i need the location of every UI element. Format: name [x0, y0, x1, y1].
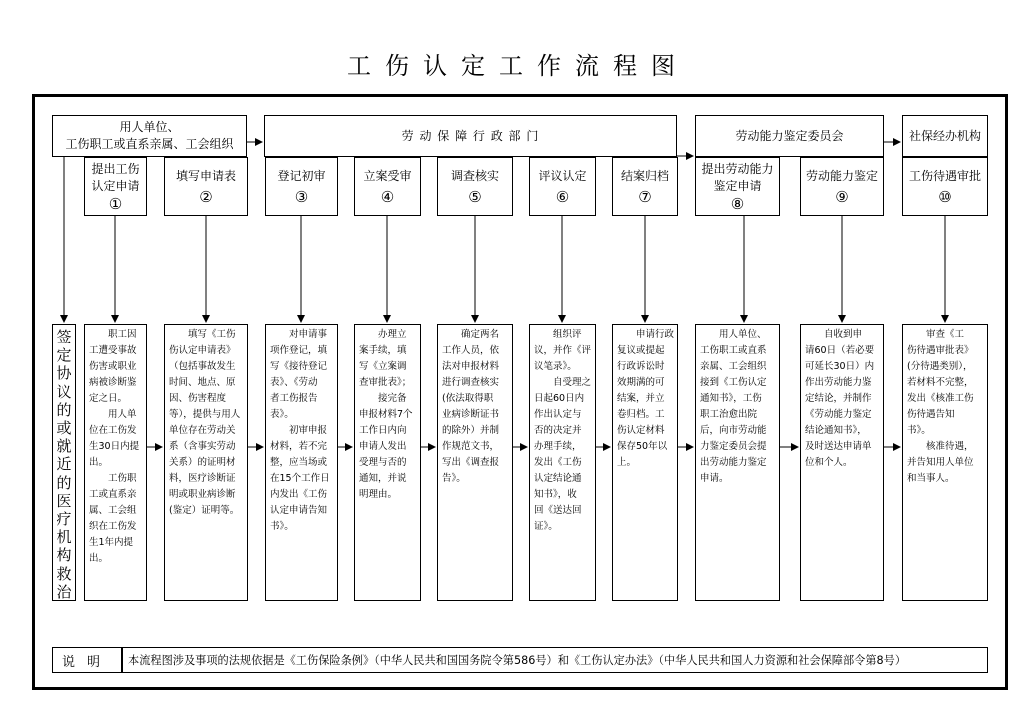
step-8-label: 提出劳动能力 鉴定申请 — [701, 161, 774, 193]
step-1-label: 提出工伤 认定申请 — [91, 161, 140, 193]
step-8-number: ⑧ — [730, 194, 745, 213]
step-9-label: 劳动能力鉴定 — [805, 168, 878, 183]
desc-step-1: 职工因 工遭受事故 伤害或职业 病被诊断鉴 定之日。 用人单 位在工伤发 生30日内提 出。 工伤职 工或直系亲 属、工会组 织在工伤发 生1年内提 出。 — [84, 324, 147, 601]
side-note-char: 议 — [56, 382, 72, 401]
step-5-label: 调查核实 — [450, 168, 499, 183]
step-4-number: ④ — [380, 187, 395, 206]
step-4-label: 立案受审 — [363, 168, 412, 183]
header-labor-dept: 劳 动 保 障 行 政 部 门 — [264, 115, 677, 157]
side-note-char: 协 — [56, 364, 72, 383]
side-note-char: 医 — [56, 491, 72, 510]
step-10-number: ⑩ — [938, 187, 952, 206]
step-3-number: ③ — [294, 187, 309, 206]
side-note-char: 签 — [56, 328, 72, 346]
side-note-char: 定 — [56, 346, 72, 365]
step-6-number: ⑥ — [555, 187, 570, 206]
side-note-char: 机 — [56, 528, 72, 547]
desc-step-3: 对申请事 项作登记，填 写《接待登记 表》、《劳动 者工伤报告 表》。 初审申报 材料，若不完 整，应当场或 在15个工作日 内发出《工伤 认定申请告知 书》。 — [265, 324, 338, 601]
desc-step-2: 填写《工伤 伤认定申请表》 （包括事故发生 时间、地点、原 因、伤害程度 等），提供与用人 单位存在劳动关 系（含事实劳动 关系）的证明材 料，医疗诊断证 明或职业病诊断 (鉴定）证明等。 — [164, 324, 248, 601]
desc-step-9: 自收到申 请60日（若必要 可延长30日）内 作出劳动能力鉴 定结论，并制作 《劳动能力鉴定 结论通知书》， 及时送达申请单 位和个人。 — [800, 324, 884, 601]
step-9-number: ⑨ — [835, 187, 849, 206]
desc-step-8: 用人单位、 工伤职工或直系 亲属、工会组织 接到《工伤认定 通知书》，工伤 职工治愈出院 后，向市劳动能 力鉴定委员会提 出劳动能力鉴定 申请。 — [695, 324, 780, 601]
desc-step-6: 组织评 议，并作《评 议笔录》。 自受理之 日起60日内 作出认定与 否的决定并 办理手续， 发出《工伤 认定结论通 知书》，收 回《送达回 证》。 — [529, 324, 596, 601]
side-note-char: 近 — [56, 455, 72, 474]
side-note-char: 的 — [56, 473, 72, 492]
side-note-char: 或 — [56, 419, 72, 438]
step-1-number: ① — [108, 194, 123, 213]
side-note-char: 构 — [56, 546, 72, 565]
step-7-number: ⑦ — [638, 187, 652, 206]
desc-step-10: 审查《工 伤待遇审批表》 (分待遇类别）， 若材料不完整， 发出《核准工伤 伤待遇告知 书》。 核准待遇， 并告知用人单位 和当事人。 — [902, 324, 988, 601]
header-applicant: 用人单位、 工伤职工或直系亲属、工会组织 — [52, 115, 247, 157]
step-6-label: 评议认定 — [538, 168, 587, 183]
step-10-label: 工伤待遇审批 — [908, 168, 981, 183]
step-2-label: 填写申请表 — [175, 168, 236, 183]
step-7-label: 结案归档 — [620, 168, 669, 183]
step-2-number: ② — [199, 187, 213, 206]
side-note-char: 治 — [56, 582, 72, 601]
desc-step-4: 办理立 案手续，填 写《立案调 查审批表》； 接完备 申报材料7个 工作日内向 申请人发出 受理与否的 通知，并说 明理由。 — [354, 324, 421, 601]
note-label: 说明 — [52, 647, 122, 673]
header-social-security: 社保经办机构 — [902, 115, 988, 157]
step-3-label: 登记初审 — [277, 168, 326, 183]
side-note-char: 疗 — [56, 510, 72, 529]
side-note-char: 就 — [56, 437, 72, 456]
step-5-number: ⑤ — [468, 187, 482, 206]
side-note-char: 救 — [56, 564, 72, 583]
desc-step-5: 确定两名 工作人员，依 法对申报材料 进行调查核实 (依法取得职 业病诊断证书 的除外）并制 作规范文书， 写出《调查报 告》。 — [437, 324, 513, 601]
page-title: 工伤认定工作流程图 — [347, 52, 689, 80]
header-appraisal-committee: 劳动能力鉴定委员会 — [695, 115, 884, 157]
side-note-char: 的 — [56, 400, 72, 419]
desc-step-7: 申请行政 复议或提起 行政诉讼时 效期满的可 结案，并立 卷归档。工 伤认定材料 保存50年以 上。 — [612, 324, 678, 601]
note-text: 本流程图涉及事项的法规依据是《工伤保险条例》（中华人民共和国国务院令第586号）和《工伤认定办法》（中华人民共和国人力资源和社会保障部令第8号） — [122, 647, 988, 673]
